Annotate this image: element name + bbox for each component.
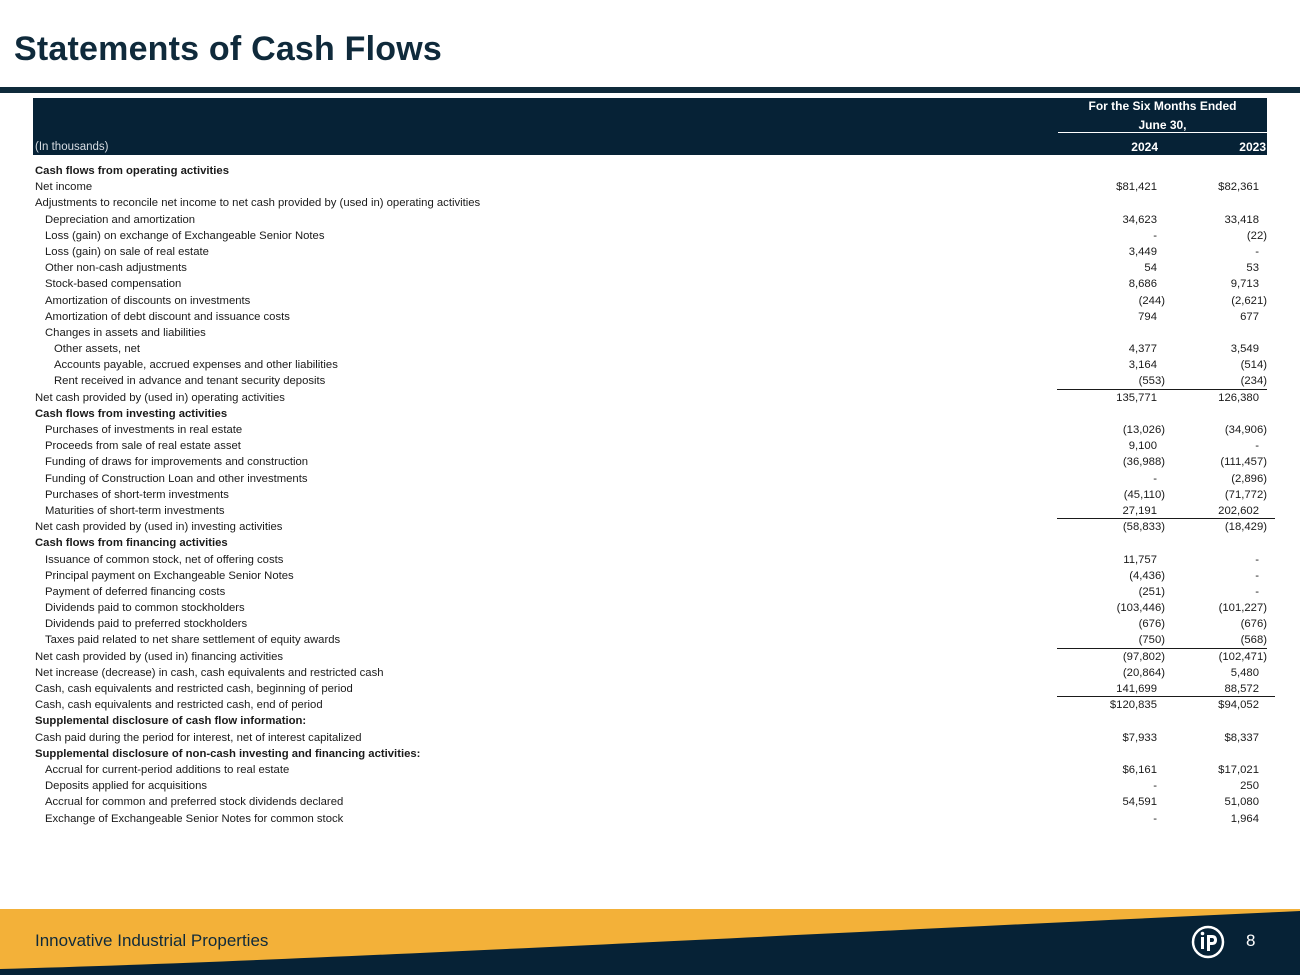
row-label: Cash, cash equivalents and restricted cash, end of period [35, 699, 323, 712]
table-row [35, 422, 1267, 438]
value-text: 202,602 [1218, 504, 1259, 517]
value-text: (244) [1138, 294, 1165, 307]
row-label: Cash paid during the period for interest, net of interest capitalized [35, 731, 362, 744]
value-text: $17,021 [1218, 763, 1259, 776]
value-2023 [1159, 778, 1267, 794]
value-2024 [1057, 244, 1165, 260]
year-2024-header: 2024 [1131, 140, 1158, 154]
value-text: - [1153, 229, 1157, 242]
value-2024 [1057, 730, 1165, 746]
table-row [35, 163, 1267, 179]
value-text: 11,757 [1123, 553, 1157, 566]
table-row [35, 811, 1267, 827]
value-2023 [1159, 228, 1267, 244]
value-2024 [1057, 228, 1165, 244]
value-text: - [1255, 569, 1259, 582]
value-text: 1,964 [1230, 812, 1259, 825]
value-2023 [1159, 422, 1267, 438]
value-2024 [1057, 552, 1165, 568]
table-row [35, 519, 1267, 535]
value-2024 [1057, 503, 1165, 519]
value-2023 [1159, 390, 1267, 406]
value-2023 [1159, 260, 1267, 276]
value-2024 [1057, 487, 1165, 503]
value-text: 794 [1138, 310, 1157, 323]
value-text: 51,080 [1224, 796, 1259, 809]
value-text: 3,164 [1128, 359, 1157, 372]
units-label: (In thousands) [35, 141, 109, 153]
value-text: - [1255, 245, 1259, 258]
table-row [35, 794, 1267, 810]
table-row [35, 632, 1267, 648]
value-2023 [1159, 794, 1267, 810]
value-text: (2,621) [1231, 294, 1267, 307]
value-2023 [1159, 600, 1267, 616]
value-2023 [1159, 276, 1267, 292]
row-label: Purchases of short-term investments [45, 488, 229, 501]
value-text: 141,699 [1116, 683, 1157, 695]
row-label: Maturities of short-term investments [45, 504, 225, 517]
row-label: Cash, cash equivalents and restricted cash, beginning of period [35, 683, 353, 695]
value-2023 [1159, 616, 1267, 632]
value-2023 [1159, 649, 1267, 665]
table-row [35, 487, 1267, 503]
value-text: $94,052 [1218, 699, 1259, 712]
value-2024 [1057, 665, 1165, 681]
value-2024 [1057, 212, 1165, 228]
value-2024 [1057, 293, 1165, 309]
value-2024 [1057, 422, 1165, 438]
row-label: Accrual for common and preferred stock dividends declared [45, 796, 344, 809]
table-row [35, 195, 1267, 211]
value-text: 4,377 [1128, 343, 1157, 356]
value-text: 53 [1246, 262, 1259, 275]
table-header [33, 98, 1267, 155]
value-2024 [1057, 519, 1165, 535]
table-row [35, 552, 1267, 568]
value-2024 [1057, 697, 1165, 713]
value-text: (4,436) [1129, 569, 1165, 582]
row-label: Funding of draws for improvements and construction [45, 456, 309, 469]
value-2024 [1057, 649, 1165, 665]
year-2023-header: 2023 [1239, 140, 1266, 154]
row-label: Loss (gain) on sale of real estate [45, 245, 209, 258]
row-label: Issuance of common stock, net of offering costs [45, 553, 284, 566]
row-label: Loss (gain) on exchange of Exchangeable Senior Notes [45, 229, 325, 242]
value-2023 [1159, 212, 1267, 228]
row-label: Taxes paid related to net share settlement of equity awards [45, 634, 341, 647]
value-2023 [1159, 373, 1267, 389]
value-2023 [1159, 519, 1267, 535]
value-2024 [1057, 632, 1165, 648]
value-2024 [1057, 373, 1165, 389]
value-text: (676) [1138, 618, 1165, 631]
row-label: Rent received in advance and tenant security deposits [54, 375, 326, 388]
value-text: 9,100 [1128, 440, 1157, 453]
period-heading: For the Six Months Ended [1088, 99, 1237, 113]
table-row [35, 584, 1267, 600]
value-2024 [1057, 811, 1165, 827]
row-label: Exchange of Exchangeable Senior Notes for common stock [45, 812, 344, 825]
value-2023 [1159, 697, 1267, 713]
section-heading: Cash flows from investing activities [35, 407, 228, 420]
row-label: Deposits applied for acquisitions [45, 780, 208, 793]
section-heading: Cash flows from operating activities [35, 165, 229, 177]
value-2023 [1159, 681, 1267, 697]
table-row [35, 616, 1267, 632]
table-row [35, 373, 1267, 389]
table-row [35, 730, 1267, 746]
table-row [35, 713, 1267, 729]
table-row [35, 390, 1267, 406]
row-label: Net cash provided by (used in) financing activities [35, 650, 284, 663]
table-row [35, 503, 1267, 519]
value-text: 34,623 [1122, 213, 1157, 226]
value-text: $81,421 [1116, 181, 1157, 194]
row-label: Purchases of investments in real estate [45, 424, 243, 436]
value-text: (251) [1138, 585, 1165, 598]
iip-logo-icon [1190, 924, 1226, 965]
value-text: 126,380 [1218, 391, 1259, 404]
value-text: (234) [1240, 375, 1267, 388]
table-row [35, 568, 1267, 584]
period-date: June 30, [1138, 118, 1187, 132]
value-2024 [1057, 390, 1165, 406]
value-text: 88,572 [1224, 683, 1259, 695]
value-2023 [1159, 309, 1267, 325]
table-row [35, 681, 1267, 697]
value-2023 [1159, 357, 1267, 373]
table-row [35, 746, 1267, 762]
value-text: (750) [1138, 634, 1165, 647]
row-label: Other assets, net [54, 343, 141, 356]
value-2024 [1057, 568, 1165, 584]
table-row [35, 179, 1267, 195]
table-row [35, 260, 1267, 276]
value-2024 [1057, 584, 1165, 600]
value-text: (553) [1138, 375, 1165, 388]
value-text: - [1255, 585, 1259, 598]
value-2023 [1159, 665, 1267, 681]
value-2024 [1057, 454, 1165, 470]
table-row [35, 406, 1267, 422]
table-row [35, 244, 1267, 260]
value-2024 [1057, 778, 1165, 794]
table-row [35, 600, 1267, 616]
value-text: 677 [1240, 310, 1259, 323]
value-text: 3,549 [1230, 343, 1259, 356]
row-label: Dividends paid to preferred stockholders [45, 618, 248, 631]
row-label: Principal payment on Exchangeable Senior Notes [45, 569, 294, 582]
value-2023 [1159, 568, 1267, 584]
row-label: Net increase (decrease) in cash, cash equivalents and restricted cash [35, 666, 384, 679]
table-row [35, 762, 1267, 778]
value-text: (103,446) [1116, 602, 1165, 615]
row-label: Amortization of debt discount and issuance costs [45, 310, 290, 323]
table-row [35, 293, 1267, 309]
value-2023 [1159, 471, 1267, 487]
table-row [35, 438, 1267, 454]
table-row [35, 276, 1267, 292]
row-label: Funding of Construction Loan and other investments [45, 472, 308, 485]
value-2023 [1159, 438, 1267, 454]
section-heading: Supplemental disclosure of non-cash investing and financing activities: [35, 747, 421, 760]
table-row [35, 649, 1267, 665]
value-2023 [1159, 632, 1267, 648]
table-row [35, 697, 1267, 713]
value-text: (111,457) [1220, 456, 1267, 469]
row-label: Payment of deferred financing costs [45, 585, 226, 598]
value-text: $7,933 [1122, 731, 1157, 744]
value-2023 [1159, 584, 1267, 600]
value-text: (45,110) [1123, 488, 1165, 501]
table-row [35, 778, 1267, 794]
value-2023 [1159, 762, 1267, 778]
row-label: Changes in assets and liabilities [45, 326, 206, 339]
company-name: Innovative Industrial Properties [35, 931, 269, 950]
value-2024 [1057, 341, 1165, 357]
value-2024 [1057, 309, 1165, 325]
table-row [35, 357, 1267, 373]
cash-flow-table [35, 163, 1267, 827]
value-text: (568) [1240, 634, 1267, 647]
value-text: - [1255, 440, 1259, 453]
value-2023 [1159, 454, 1267, 470]
value-text: (514) [1240, 359, 1267, 372]
value-text: 8,686 [1128, 278, 1157, 291]
value-2024 [1057, 471, 1165, 487]
row-label: Accrual for current-period additions to real estate [45, 763, 290, 776]
value-2023 [1159, 811, 1267, 827]
row-label: Net income [35, 181, 93, 194]
value-2024 [1057, 276, 1165, 292]
value-text: (58,833) [1122, 521, 1165, 534]
value-text: (2,896) [1231, 472, 1267, 485]
value-text: 3,449 [1128, 245, 1157, 258]
value-2024 [1057, 681, 1165, 697]
row-label: Depreciation and amortization [45, 213, 196, 226]
row-label: Adjustments to reconcile net income to net cash provided by (used in) operating activities [35, 197, 481, 210]
value-text: (71,772) [1224, 488, 1267, 501]
table-row [35, 535, 1267, 551]
page-title: Statements of Cash Flows [14, 30, 442, 68]
row-label: Stock-based compensation [45, 278, 182, 291]
value-text: 27,191 [1122, 504, 1157, 517]
table-row [35, 665, 1267, 681]
value-text: 33,418 [1224, 213, 1259, 226]
value-2024 [1057, 762, 1165, 778]
row-label: Proceeds from sale of real estate asset [45, 440, 241, 453]
value-2023 [1159, 552, 1267, 568]
value-text: - [1255, 553, 1259, 566]
value-text: (36,988) [1122, 456, 1165, 469]
value-2024 [1057, 179, 1165, 195]
value-2023 [1159, 730, 1267, 746]
value-text: (97,802) [1122, 650, 1165, 663]
value-2023 [1159, 293, 1267, 309]
title-divider [0, 87, 1300, 93]
row-label: Amortization of discounts on investments [45, 294, 251, 307]
value-text: (102,471) [1218, 650, 1267, 663]
section-heading: Supplemental disclosure of cash flow information: [35, 715, 307, 728]
value-text: $8,337 [1224, 731, 1259, 744]
period-divider [1058, 132, 1267, 133]
value-text: (22) [1246, 229, 1267, 242]
row-label: Other non-cash adjustments [45, 262, 187, 275]
value-2024 [1057, 260, 1165, 276]
value-text: (676) [1240, 618, 1267, 631]
row-label: Net cash provided by (used in) operating activities [35, 391, 285, 404]
value-text: 135,771 [1116, 391, 1157, 404]
row-label: Accounts payable, accrued expenses and other liabilities [54, 359, 338, 372]
table-row [35, 228, 1267, 244]
value-text: $6,161 [1122, 763, 1157, 776]
table-row [35, 309, 1267, 325]
value-text: (101,227) [1218, 602, 1267, 615]
value-text: (34,906) [1224, 424, 1267, 436]
value-2023 [1159, 503, 1267, 519]
table-row [35, 471, 1267, 487]
value-text: (13,026) [1122, 424, 1165, 436]
table-row [35, 341, 1267, 357]
section-heading: Cash flows from financing activities [35, 537, 228, 550]
row-label: Dividends paid to common stockholders [45, 602, 245, 615]
value-2024 [1057, 438, 1165, 454]
page-number: 8 [1246, 931, 1256, 950]
value-text: (18,429) [1224, 521, 1267, 534]
table-row [35, 325, 1267, 341]
value-2024 [1057, 794, 1165, 810]
value-2023 [1159, 179, 1267, 195]
row-label: Net cash provided by (used in) investing activities [35, 521, 283, 534]
value-text: 54 [1144, 262, 1157, 275]
value-2024 [1057, 357, 1165, 373]
value-text: $82,361 [1218, 181, 1259, 194]
value-text: - [1153, 780, 1157, 793]
value-text: $120,835 [1109, 699, 1157, 712]
value-text: 250 [1240, 780, 1259, 793]
value-text: (20,864) [1122, 666, 1165, 679]
table-row [35, 212, 1267, 228]
value-2023 [1159, 341, 1267, 357]
value-text: 54,591 [1122, 796, 1157, 809]
value-2024 [1057, 616, 1165, 632]
value-text: - [1153, 812, 1157, 825]
table-row [35, 454, 1267, 470]
value-text: 5,480 [1230, 666, 1259, 679]
value-2023 [1159, 487, 1267, 503]
value-2023 [1159, 244, 1267, 260]
value-2024 [1057, 600, 1165, 616]
value-text: - [1153, 472, 1157, 485]
value-text: 9,713 [1230, 278, 1259, 291]
